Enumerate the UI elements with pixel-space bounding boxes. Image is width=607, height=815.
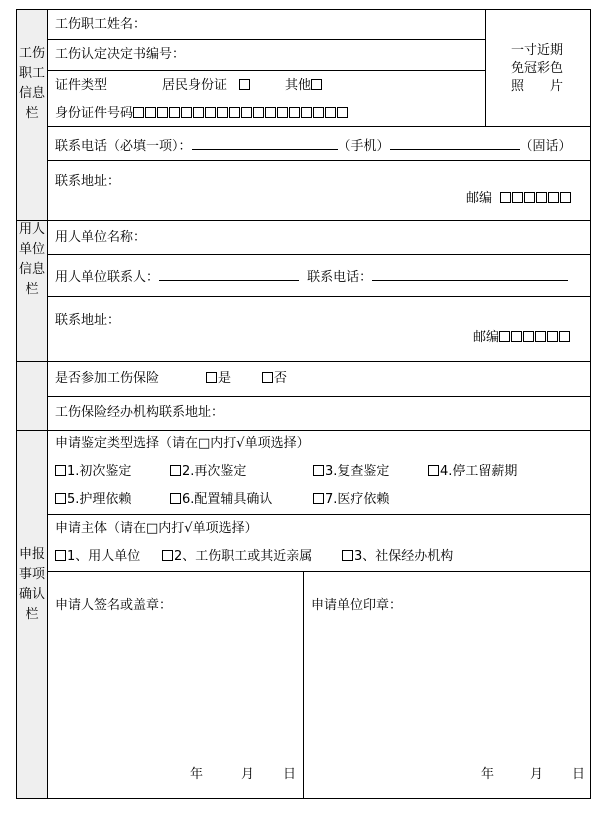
signature-divider: [303, 571, 304, 799]
worker-landline-field[interactable]: [390, 136, 520, 150]
insurance-yes-checkbox[interactable]: [206, 372, 217, 383]
worker-landline-label: （固话）: [519, 139, 572, 154]
employer-phone-field[interactable]: [372, 267, 568, 281]
other-checkbox[interactable]: [311, 79, 322, 90]
other-option[interactable]: [285, 78, 323, 94]
worker-postcode-label: 邮编: [466, 191, 493, 206]
type-label: 2.再次鉴定: [182, 464, 247, 479]
subject-label: 2、工伤职工或其近亲属: [174, 549, 313, 564]
worker-postcode-boxes[interactable]: [500, 191, 572, 206]
type-option-1[interactable]: [55, 464, 131, 480]
photo-line-1: 一寸近期: [510, 43, 563, 58]
employer-contact-field[interactable]: [159, 267, 299, 281]
id-type-label: 证件类型: [55, 78, 108, 93]
type-option-2[interactable]: [170, 464, 246, 480]
section-title-employer: 用人单位信息栏: [18, 222, 45, 297]
photo-line-3: 照 片: [510, 79, 563, 94]
employer-contact-row: [55, 267, 568, 286]
worker-mobile-label: （手机）: [337, 139, 390, 154]
id-number-label: 身份证件号码: [55, 106, 134, 121]
employer-postcode-label: 邮编: [473, 330, 500, 345]
type-label: 3.复查鉴定: [325, 464, 390, 479]
subject-checkbox[interactable]: [162, 550, 173, 561]
other-option-label: 其他: [285, 78, 312, 93]
applicant-date-year: 年: [190, 767, 204, 782]
subject-checkbox[interactable]: [342, 550, 353, 561]
section-title-worker: 工伤职工信息栏: [18, 46, 45, 121]
id-card-option[interactable]: [162, 78, 251, 94]
unit-date-year: 年: [481, 767, 495, 782]
row-line: [47, 126, 591, 127]
subject-label: 1、用人单位: [67, 549, 141, 564]
section-line: [16, 430, 591, 431]
application-type-heading: 申请鉴定类型选择（请在□内打√单项选择）: [55, 436, 310, 451]
agency-address-label: 工伤保险经办机构联系地址：: [55, 405, 225, 420]
photo-line-2: 免冠彩色: [510, 61, 563, 76]
type-checkbox[interactable]: [170, 465, 181, 476]
type-checkbox[interactable]: [428, 465, 439, 476]
row-line: [47, 70, 485, 71]
subject-option-3[interactable]: [342, 549, 453, 565]
subject-label: 3、社保经办机构: [354, 549, 454, 564]
worker-address-label: 联系地址：: [55, 174, 121, 189]
decision-number-label: 工伤认定决定书编号：: [55, 47, 186, 62]
row-line: [47, 571, 591, 572]
type-option-4[interactable]: [428, 464, 517, 480]
row-line: [47, 514, 591, 515]
subject-option-1[interactable]: [55, 549, 140, 565]
worker-phone-label: 联系电话（必填一项）：: [55, 139, 192, 154]
id-number-boxes[interactable]: [133, 106, 349, 121]
insurance-no-checkbox[interactable]: [262, 372, 273, 383]
type-label: 5.护理依赖: [67, 492, 132, 507]
type-label: 1.初次鉴定: [67, 464, 132, 479]
type-checkbox[interactable]: [313, 493, 324, 504]
insurance-no-label: 否: [274, 371, 288, 386]
applicant-date-day: 日: [283, 767, 297, 782]
subject-checkbox[interactable]: [55, 550, 66, 561]
id-number-row: [55, 106, 349, 122]
row-line: [47, 396, 591, 397]
insurance-yes-option[interactable]: [206, 371, 231, 387]
id-card-checkbox[interactable]: [239, 79, 250, 90]
insurance-question: 是否参加工伤保险: [55, 371, 160, 386]
type-checkbox[interactable]: [55, 465, 66, 476]
type-label: 6.配置辅具确认: [182, 492, 273, 507]
worker-mobile-field[interactable]: [192, 136, 338, 150]
worker-phone-row: [55, 136, 572, 155]
subject-option-2[interactable]: [162, 549, 312, 565]
employer-address-label: 联系地址：: [55, 313, 121, 328]
id-card-option-label: 居民身份证: [162, 78, 228, 93]
row-line: [47, 39, 485, 40]
type-checkbox[interactable]: [55, 493, 66, 504]
unit-date-day: 日: [572, 767, 586, 782]
section-divider: [47, 9, 48, 799]
row-line: [47, 160, 591, 161]
applicant-sign-label: 申请人签名或盖章：: [55, 598, 173, 613]
row-line: [47, 296, 591, 297]
section-line: [16, 220, 591, 221]
type-label: 7.医疗依赖: [325, 492, 390, 507]
employer-postcode: [473, 330, 571, 346]
worker-name-label: 工伤职工姓名：: [55, 17, 147, 32]
employer-name-label: 用人单位名称：: [55, 230, 147, 245]
application-subject-heading: 申请主体（请在□内打√单项选择）: [55, 521, 258, 536]
employer-postcode-boxes[interactable]: [499, 330, 571, 345]
applicant-date-month: 月: [241, 767, 255, 782]
employer-contact-label: 用人单位联系人：: [55, 270, 160, 285]
type-checkbox[interactable]: [170, 493, 181, 504]
unit-seal-label: 申请单位印章：: [311, 598, 403, 613]
employer-phone-label: 联系电话：: [307, 270, 373, 285]
type-option-5[interactable]: [55, 492, 131, 508]
insurance-yes-label: 是: [218, 371, 232, 386]
photo-divider: [485, 9, 486, 126]
type-option-6[interactable]: [170, 492, 272, 508]
type-checkbox[interactable]: [313, 465, 324, 476]
section-line: [16, 361, 591, 362]
type-label: 4.停工留薪期: [440, 464, 518, 479]
insurance-no-option[interactable]: [262, 371, 287, 387]
section-title-confirm: 申报事项确认栏: [18, 547, 45, 622]
type-option-7[interactable]: [313, 492, 389, 508]
type-option-3[interactable]: [313, 464, 389, 480]
unit-date-month: 月: [530, 767, 544, 782]
row-line: [47, 254, 591, 255]
section-strip-insurance: [17, 362, 47, 430]
worker-postcode: [466, 191, 572, 207]
